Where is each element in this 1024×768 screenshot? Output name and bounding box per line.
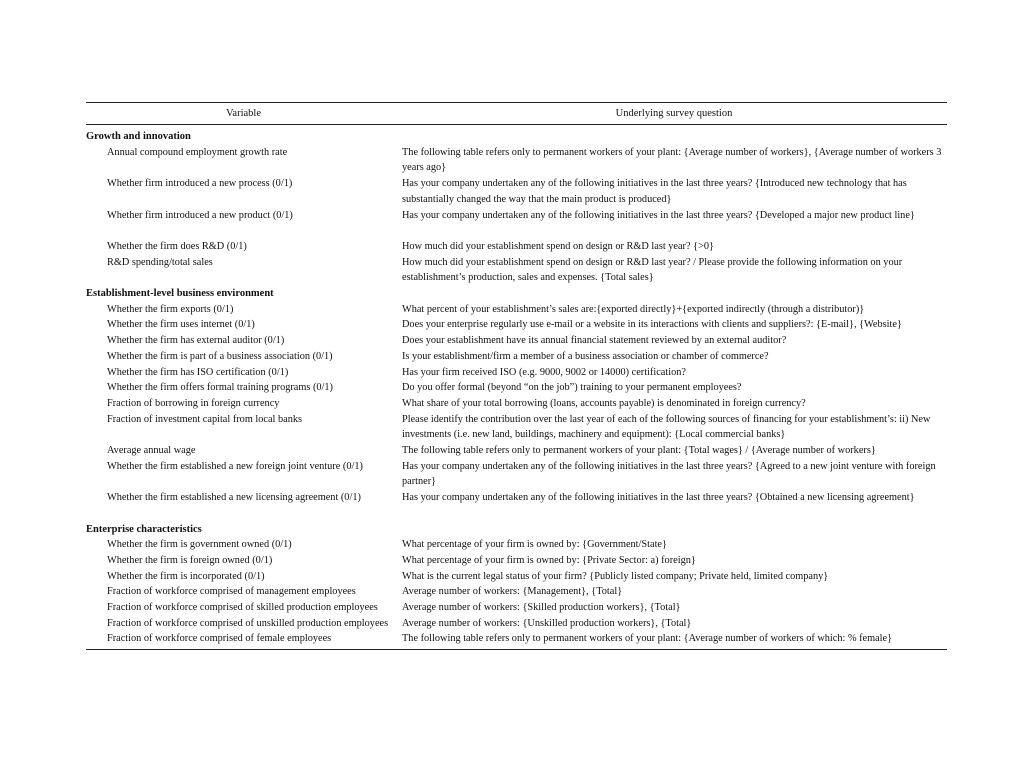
variable-cell: Whether the firm is incorporated (0/1) — [107, 570, 265, 582]
question-cell: What percent of your establishment’s sales are:{exported directly}+{exported indirectly (through a distributor)} — [402, 303, 865, 315]
question-cell: Is your establishment/firm a member of a business association or chamber of commerce? — [402, 350, 769, 362]
table-row — [86, 569, 947, 585]
variable-cell: Whether the firm established a new foreign joint venture (0/1) — [107, 460, 363, 472]
section-title: Establishment-level business environment — [86, 288, 274, 299]
variable-cell: Fraction of investment capital from local banks — [107, 413, 303, 425]
table-body — [86, 125, 947, 649]
variable-cell: Whether the firm is foreign owned (0/1) — [107, 554, 273, 566]
question-cell: Average number of workers: {Management}, {Total} — [402, 586, 623, 598]
question-cell: Has your company undertaken any of the following initiatives in the last three years? {Developed a major new product line} — [402, 209, 915, 221]
variable-cell: Fraction of workforce comprised of skilled production employees — [107, 602, 378, 614]
table-row — [86, 317, 947, 333]
header-question: Underlying survey question — [615, 108, 733, 119]
table-row — [86, 349, 947, 365]
variable-cell: Annual compound employment growth rate — [107, 146, 288, 158]
variable-cell: Fraction of workforce comprised of unskilled production employees — [107, 617, 389, 629]
table-row — [86, 537, 947, 553]
variable-cell: Whether the firm exports (0/1) — [107, 303, 234, 315]
table-row — [86, 380, 947, 396]
question-cell: Does your enterprise regularly use e-mail or a website in its interactions with clients and suppliers?: {E-mail}, {Website} — [402, 319, 902, 331]
table-row — [86, 584, 947, 600]
bottom-rule — [86, 649, 947, 650]
row-spacer — [86, 223, 947, 239]
table-row — [86, 396, 947, 412]
question-cell: The following table refers only to permanent workers of your plant: {Average number of workers of which: % female} — [402, 633, 893, 645]
variable-cell: Fraction of workforce comprised of management employees — [107, 586, 356, 598]
question-cell: Does your establishment have its annual financial statement reviewed by an external auditor? — [402, 335, 787, 347]
table-row — [86, 333, 947, 349]
question-cell: How much did your establishment spend on design or R&D last year? / Please provide the following information on your establishment’s production, sales and expenses. {Total sales} — [402, 256, 903, 284]
table-row — [86, 145, 947, 176]
section-title: Enterprise characteristics — [86, 523, 202, 535]
table-row — [86, 631, 947, 647]
question-cell: What is the current legal status of your firm? {Publicly listed company; Private held, limited company} — [402, 570, 829, 582]
variable-cell: Whether the firm has ISO certification (0/1) — [107, 366, 289, 378]
table-row — [86, 553, 947, 569]
section-title: Growth and innovation — [86, 131, 191, 142]
question-cell: Please identify the contribution over the last year of each of the following sources of financing for your establishment’s: ii) New investments (i.e. new land, buildings, machinery and equipment): {Local commercial banks} — [402, 413, 931, 441]
question-cell: Has your company undertaken any of the following initiatives in the last three years? {Agreed to a new joint venture with foreign partner} — [402, 460, 936, 488]
table-row — [86, 459, 947, 490]
table-row — [86, 176, 947, 207]
question-cell: The following table refers only to permanent workers of your plant: {Average number of workers}, {Average number of workers 3 years ago} — [402, 146, 942, 174]
variables-table — [86, 102, 947, 650]
question-cell: Has your firm received ISO (e.g. 9000, 9002 or 14000) certification? — [402, 366, 686, 378]
table-row — [86, 255, 947, 286]
header-variable: Variable — [226, 108, 261, 119]
table-row — [86, 490, 947, 506]
table-header — [86, 103, 947, 124]
question-cell: Has your company undertaken any of the following initiatives in the last three years? {Introduced new technology that has substantially changed the way that the main product is produced} — [402, 178, 907, 205]
variable-cell: Whether firm introduced a new product (0/1) — [107, 209, 293, 221]
question-cell: How much did your establishment spend on design or R&D last year? {>0} — [402, 240, 714, 252]
variable-cell: Fraction of borrowing in foreign currency — [107, 397, 280, 409]
row-spacer — [86, 506, 947, 522]
table-row — [86, 239, 947, 255]
table-row — [86, 365, 947, 381]
question-cell: Average number of workers: {Skilled production workers}, {Total} — [402, 602, 681, 614]
variable-cell: Average annual wage — [107, 445, 196, 457]
question-cell: The following table refers only to permanent workers of your plant: {Total wages} / {Average number of workers} — [402, 445, 876, 457]
variable-cell: Whether the firm is government owned (0/1) — [107, 539, 292, 551]
variable-cell: Whether the firm established a new licensing agreement (0/1) — [107, 492, 361, 504]
variable-cell: Whether the firm offers formal training programs (0/1) — [107, 382, 333, 394]
table-row — [86, 616, 947, 632]
variable-cell: Whether the firm does R&D (0/1) — [107, 240, 247, 252]
table-row — [86, 600, 947, 616]
question-cell: What percentage of your firm is owned by: {Government/State} — [402, 539, 667, 551]
variable-cell: Whether the firm is part of a business association (0/1) — [107, 350, 333, 362]
table-row — [86, 208, 947, 224]
variable-cell: Fraction of workforce comprised of female employees — [107, 633, 332, 645]
table-row — [86, 302, 947, 318]
table-row — [86, 443, 947, 459]
question-cell: Do you offer formal (beyond “on the job”) training to your permanent employees? — [402, 382, 742, 394]
variable-cell: R&D spending/total sales — [107, 256, 213, 268]
question-cell: What share of your total borrowing (loans, accounts payable) is denominated in foreign currency? — [402, 397, 806, 409]
variable-cell: Whether the firm has external auditor (0/1) — [107, 335, 285, 347]
question-cell: Average number of workers: {Unskilled production workers}, {Total} — [402, 617, 692, 629]
question-cell: What percentage of your firm is owned by: {Private Sector: a) foreign} — [402, 554, 696, 566]
table-row — [86, 412, 947, 443]
question-cell: Has your company undertaken any of the following initiatives in the last three years? {Obtained a new licensing agreement} — [402, 492, 915, 504]
variable-cell: Whether firm introduced a new process (0/1) — [107, 178, 293, 190]
variable-cell: Whether the firm uses internet (0/1) — [107, 319, 255, 331]
